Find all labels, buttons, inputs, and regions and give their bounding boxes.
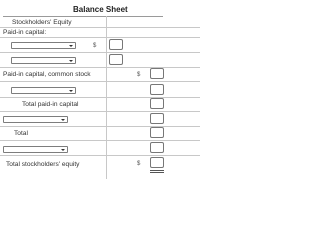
chevron-down-icon (69, 90, 73, 92)
row-divider (0, 140, 200, 141)
section-heading: Stockholders' Equity (12, 19, 72, 26)
paid-in-account-select-2[interactable] (11, 57, 76, 64)
total-equity-amount-input[interactable] (150, 157, 164, 168)
currency-symbol: $ (93, 43, 97, 49)
deduction-account-select[interactable] (3, 146, 68, 153)
total-equity-label: Total stockholders' equity (6, 161, 80, 168)
row-divider (0, 111, 200, 112)
paid-in-common-label: Paid-in capital, common stock (3, 71, 91, 78)
paid-in-capital-label: Paid-in capital: (3, 29, 47, 36)
sheet-title: Balance Sheet (73, 5, 128, 14)
double-underline-bottom (150, 172, 164, 173)
row-divider (0, 155, 200, 156)
total-amount-input[interactable] (150, 127, 164, 138)
currency-symbol: $ (137, 72, 141, 78)
paid-in-amount-input-2[interactable] (109, 54, 123, 65)
equity-account-amount-input[interactable] (150, 113, 164, 124)
row-divider (0, 81, 200, 82)
chevron-down-icon (61, 149, 65, 151)
equity-account-select[interactable] (3, 116, 68, 123)
total-paid-in-label: Total paid-in capital (22, 101, 79, 108)
chevron-down-icon (69, 60, 73, 62)
chevron-down-icon (69, 45, 73, 47)
additional-amount-input[interactable] (150, 84, 164, 95)
row-divider (0, 52, 200, 53)
total-label: Total (14, 130, 28, 137)
paid-in-amount-input-1[interactable] (109, 39, 123, 50)
chevron-down-icon (61, 119, 65, 121)
paid-in-account-select-1[interactable] (11, 42, 76, 49)
row-divider (0, 67, 200, 68)
double-underline-top (150, 170, 164, 171)
total-paid-in-amount-input[interactable] (150, 98, 164, 109)
row-divider (0, 37, 200, 38)
row-divider (0, 97, 200, 98)
row-divider (0, 126, 200, 127)
title-divider (3, 16, 163, 17)
currency-symbol: $ (137, 161, 141, 167)
additional-account-select[interactable] (11, 87, 76, 94)
paid-in-common-amount-input[interactable] (150, 68, 164, 79)
deduction-amount-input[interactable] (150, 142, 164, 153)
